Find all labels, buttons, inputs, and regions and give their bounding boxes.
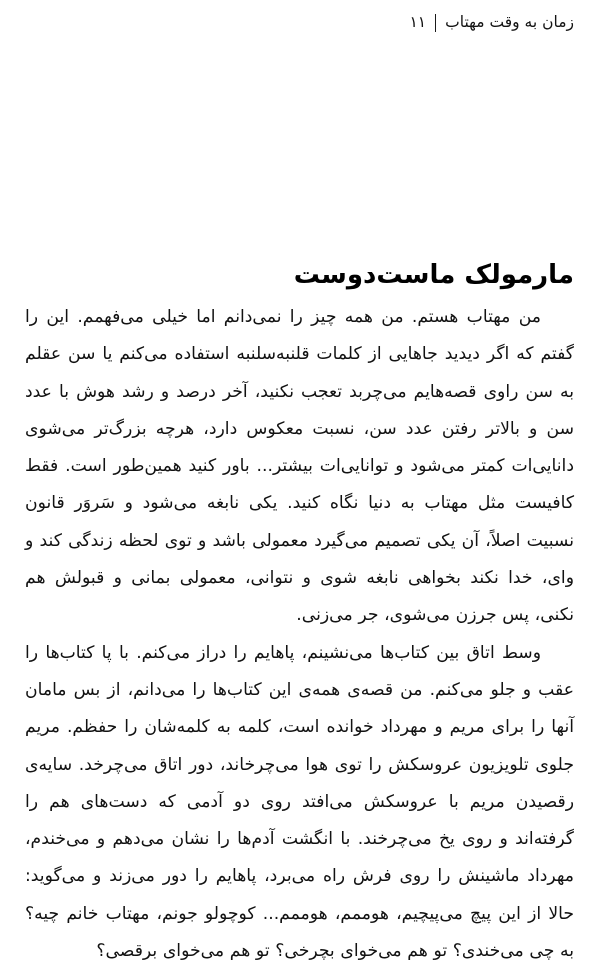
- page-number: ۱۱: [409, 13, 427, 32]
- running-header: [409, 14, 574, 32]
- header-book-title: زمان به وقت مهتاب: [445, 13, 574, 32]
- body-text: [25, 299, 574, 970]
- paragraph: من مهتاب هستم. من همه چیز را نمی‌دانم اما خیلی می‌فهمم. این را گفتم که اگر دیدید جاهایی از کلمات قلنبه‌سلنبه استفاده می‌کنم یا سن عقلم به سن راوی قصه‌هایم می‌چربد تعجب نکنید، آخر درصد و رشد هوش با عدد سن و بالاتر رفتن عدد سن، نسبت معکوس دارد، هرچه بزرگ‌تر می‌شوی دانایی‌ات کمتر می‌شود و توانایی‌ات بیشتر... باور کنید همین‌طور است. فقط کافیست مثل مهتاب به دنیا نگاه کنید. یکی نابغه می‌شود و سَروَر قانون نسبیت اصلاً، آن یکی تصمیم می‌گیرد معمولی باشد و توی لحظه زندگی کند و وای، خدا نکند بخواهی نابغه شوی و نتوانی، معمولی بمانی و قبولش هم نکنی، پس جرزن می‌شوی، جر می‌زنی.: [25, 307, 574, 626]
- paragraph: وسط اتاق بین کتاب‌ها می‌نشینم، پاهایم را دراز می‌کنم. با پا کتاب‌ها را عقب و جلو می‌کنم. من قصه‌ی همه‌ی این کتاب‌ها را می‌دانم، از بس مامان آنها را برای مریم و مهرداد خوانده است، کلمه به کلمه‌شان را حفظم. مریم جلوی تلویزیون عروسکش را توی هوا می‌چرخاند، دور اتاق می‌چرخد. سایه‌ی رقصیدن مریم با عروسکش می‌افتد روی دو آدمی که دست‌های هم را گرفته‌اند و روی یخ می‌چرخند. با انگشت آدم‌ها را نشان می‌دهم و می‌خندم، مهرداد ماشینش را روی فرش راه می‌برد، پاهایم را دور می‌زند و می‌گوید: حالا از این پیچ می‌پیچیم، هوممم، هوممم... کوچولو جونم، مهتاب خانم چیه؟ به چی می‌خندی؟ تو هم می‌خوای بچرخی؟ تو هم می‌خوای برقصی؟: [25, 642, 574, 962]
- chapter-title: مارمولک ماست‌دوست: [293, 260, 574, 291]
- header-separator-rule: [435, 14, 436, 32]
